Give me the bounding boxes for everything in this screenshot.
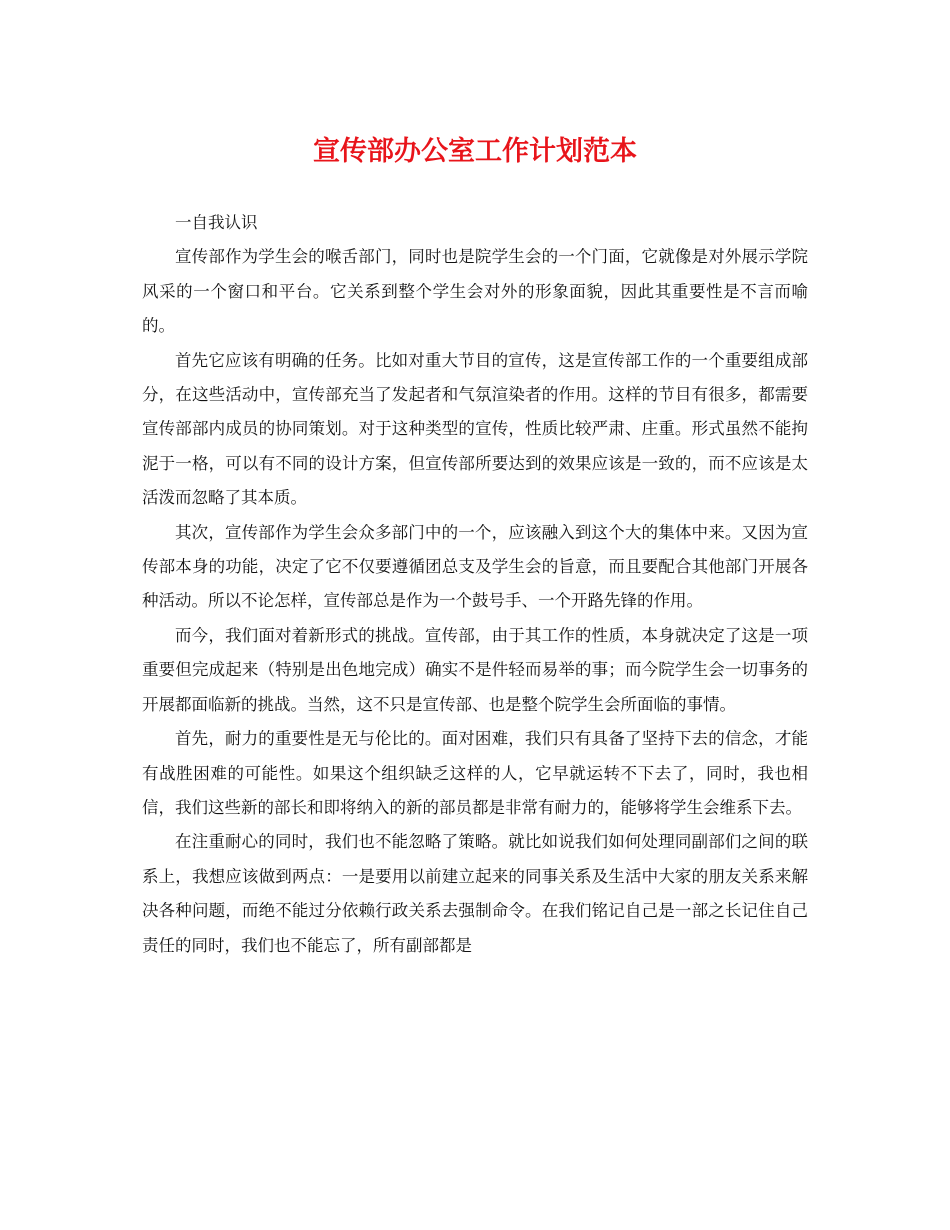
paragraph: 首先，耐力的重要性是无与伦比的。面对困难，我们只有具备了坚持下去的信念，才能有战胜困难的可能性。如果这个组织缺乏这样的人，它早就运转不下去了，同时，我也相信，我们这些新的部长和即将纳入的新的部员都是非常有耐力的，能够将学生会维系下去。: [142, 729, 808, 817]
paragraph: 而今，我们面对着新形式的挑战。宣传部，由于其工作的性质，本身就决定了这是一项重要但完成起来（特别是出色地完成）确实不是件轻而易举的事；而今院学生会一切事务的开展都面临新的挑战。当然，这不只是宣传部、也是整个院学生会所面临的事情。: [142, 625, 808, 714]
document-title: 宣传部办公室工作计划范本: [313, 136, 637, 167]
paragraph: 宣传部作为学生会的喉舌部门，同时也是院学生会的一个门面，它就像是对外展示学院风采的一个窗口和平台。它关系到整个学生会对外的形象面貌，因此其重要性是不言而喻的。: [142, 247, 808, 336]
document-body: [142, 206, 808, 963]
paragraph: 首先它应该有明确的任务。比如对重大节目的宣传，这是宣传部工作的一个重要组成部分，在这些活动中，宣传部充当了发起者和气氛渲染者的作用。这样的节目有很多，都需要宣传部部内成员的协同策划。对于这种类型的宣传，性质比较严肃、庄重。形式虽然不能拘泥于一格，可以有不同的设计方案，但宣传部所要达到的效果应该是一致的，而不应该是太活泼而忽略了其本质。: [142, 350, 808, 508]
paragraph: 在注重耐心的同时，我们也不能忽略了策略。就比如说我们如何处理同副部们之间的联系上，我想应该做到两点：一是要用以前建立起来的同事关系及生活中大家的朋友关系来解决各种问题，而绝不能过分依赖行政关系去强制命令。在我们铭记自己是一部之长记住自己责任的同时，我们也不能忘了，所有副部都是: [142, 832, 808, 955]
paragraph: 其次，宣传部作为学生会众多部门中的一个，应该融入到这个大的集体中来。又因为宣传部本身的功能，决定了它不仅要遵循团总支及学生会的旨意，而且要配合其他部门开展各种活动。所以不论怎样，宣传部总是作为一个鼓号手、一个开路先锋的作用。: [142, 522, 808, 611]
section-heading: 一自我认识: [175, 213, 258, 232]
